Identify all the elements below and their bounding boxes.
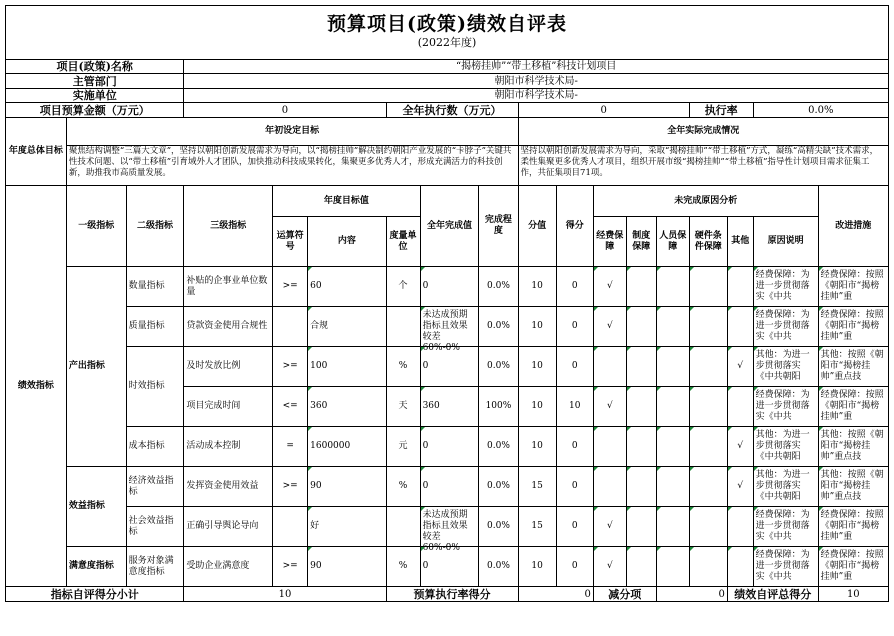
row-check-staff [656, 387, 689, 427]
overall-target-label: 年度总体目标 [6, 118, 67, 186]
row-unit [386, 307, 420, 347]
row-reason: 经费保障：为进一步贯彻落实《中共 [755, 510, 810, 542]
table-row [6, 347, 889, 387]
row-check-staff [656, 427, 689, 467]
row-level2: 数量指标 [126, 267, 184, 307]
row-check-other [727, 307, 753, 347]
row-degree: 0.0% [479, 267, 518, 307]
plan-text-cell [66, 146, 518, 186]
row-got: 0 [556, 467, 593, 507]
header-score: 分值 [518, 186, 556, 267]
row-check-staff [656, 507, 689, 547]
row-reason: 经费保障：为进一步贯彻落实《中共 [755, 550, 810, 582]
dept-value: 朝阳市科学技术局- [184, 74, 889, 89]
row-unit: 个 [386, 267, 420, 307]
row-improve: 经费保障：按照《朝阳市“揭榜挂帅”重 [820, 390, 884, 422]
group-output: 产出指标 [66, 267, 126, 467]
row-op: >= [273, 547, 308, 587]
perf-indicators-label: 绩效指标 [6, 186, 67, 587]
row-op: <= [273, 387, 308, 427]
row-content: 90 [308, 467, 386, 507]
row-actual: 未达成预期指标且效果较差60%-0% [422, 510, 468, 553]
row-level2: 时效指标 [126, 347, 184, 427]
row-check-funding: √ [593, 547, 626, 587]
row-check-other: √ [727, 347, 753, 387]
row-actual: 0 [420, 547, 479, 587]
actual-text: 坚持以朝阳创新发展需求为导向，采取“揭榜挂帅”“带土移植”方式，凝练“高精尖缺”技术需求，柔性集聚更多优秀人才项目，组织开展市级“揭榜挂帅”“带土移植”指导性计划项目需求征集工作，共征集项目71项。 [520, 146, 879, 178]
header-content: 内容 [308, 217, 386, 267]
row-check-staff [656, 547, 689, 587]
year-subtitle: (2022年度) [417, 36, 477, 49]
row-level2: 社会效益指标 [126, 507, 184, 547]
row-score: 10 [518, 427, 556, 467]
row-check-hardware [689, 307, 727, 347]
row-content: 60 [308, 267, 386, 307]
row-check-system [626, 387, 656, 427]
row-level3: 补贴的企事业单位数量 [184, 267, 273, 307]
subtotal-value: 10 [184, 587, 386, 602]
header-r6: 原因说明 [753, 217, 818, 267]
header-got: 得分 [556, 186, 593, 267]
row-check-other: √ [727, 467, 753, 507]
row-check-hardware [689, 427, 727, 467]
header-level1: 一级指标 [66, 186, 126, 267]
impl-label: 实施单位 [6, 89, 184, 103]
row-actual: 0 [420, 347, 479, 387]
header-reason-analysis: 未完成原因分析 [593, 186, 818, 217]
row-level3: 受助企业满意度 [184, 547, 273, 587]
row-check-hardware [689, 387, 727, 427]
row-check-system [626, 347, 656, 387]
header-level2: 二级指标 [126, 186, 184, 267]
total-label: 绩效自评总得分 [727, 587, 818, 602]
row-got: 0 [556, 267, 593, 307]
row-degree: 0.0% [479, 467, 518, 507]
row-check-system [626, 427, 656, 467]
row-actual: 0 [420, 267, 479, 307]
row-content: 1600000 [308, 427, 386, 467]
row-score: 15 [518, 507, 556, 547]
row-unit: 元 [386, 427, 420, 467]
row-unit: % [386, 547, 420, 587]
row-actual: 0 [420, 427, 479, 467]
row-got: 10 [556, 387, 593, 427]
row-level3: 发挥资金使用效益 [184, 467, 273, 507]
rate-label: 执行率 [689, 103, 753, 118]
row-check-staff [656, 347, 689, 387]
row-content: 90 [308, 547, 386, 587]
evaluation-form [5, 5, 889, 631]
table-row [6, 307, 889, 347]
row-check-funding: √ [593, 507, 626, 547]
row-level2: 质量指标 [126, 307, 184, 347]
row-op [273, 507, 308, 547]
row-improve: 其他：按照《朝阳市“揭榜挂帅”重点技 [820, 430, 884, 462]
row-check-other: √ [727, 427, 753, 467]
header-actual: 全年完成值 [420, 186, 479, 267]
row-reason: 其他：为进一步贯彻落实《中共朝阳 [755, 470, 810, 502]
deduct-label: 减分项 [593, 587, 656, 602]
row-reason: 经费保障：为进一步贯彻落实《中共 [755, 310, 810, 342]
table-row [6, 507, 889, 547]
rate-value: 0.0% [753, 103, 888, 118]
page-title: 预算项目(政策)绩效自评表 [327, 13, 567, 35]
header-r1: 经费保障 [593, 217, 626, 267]
row-score: 10 [518, 307, 556, 347]
header-degree: 完成程度 [479, 186, 518, 267]
table-row [6, 467, 889, 507]
plan-text: 聚焦结构调整“三篇大文章”，坚持以朝阳创新发展需求为导向，以“揭榜挂帅”解决制约朝阳产业发展的“卡脖子”关键共性技术问题、以“带土移植”引育域外人才团队，加快推动科技成果转化，集聚更多优秀人才，形成充满活力的科技创新，助推我市高质量发展。 [68, 146, 512, 178]
actual-header: 全年实际完成情况 [518, 118, 888, 146]
header-level3: 三级指标 [184, 186, 273, 267]
row-actual: 0 [420, 467, 479, 507]
row-reason: 其他：为进一步贯彻落实《中共朝阳 [755, 430, 810, 462]
row-check-system [626, 467, 656, 507]
row-unit: % [386, 347, 420, 387]
header-unit: 度量单位 [386, 217, 420, 267]
row-reason: 其他：为进一步贯彻落实《中共朝阳 [755, 350, 810, 382]
total-value: 10 [818, 587, 888, 602]
row-degree: 100% [479, 387, 518, 427]
row-content: 好 [308, 507, 386, 547]
title-block [6, 6, 889, 60]
row-check-hardware [689, 507, 727, 547]
row-op: >= [273, 467, 308, 507]
exec-value: 0 [518, 103, 689, 118]
group-satisfaction: 满意度指标 [66, 547, 126, 587]
row-check-system [626, 507, 656, 547]
row-op [273, 307, 308, 347]
row-unit: % [386, 467, 420, 507]
row-degree: 0.0% [479, 547, 518, 587]
row-check-hardware [689, 547, 727, 587]
row-check-funding: √ [593, 307, 626, 347]
budget-label: 项目预算金额（万元） [6, 103, 184, 118]
row-level3: 贷款资金使用合规性 [184, 307, 273, 347]
row-reason: 经费保障：为进一步贯彻落实《中共 [755, 270, 810, 302]
row-got: 0 [556, 507, 593, 547]
row-level3: 及时发放比例 [184, 347, 273, 387]
row-check-other [727, 547, 753, 587]
row-content: 合规 [308, 307, 386, 347]
evaluation-table [5, 5, 889, 602]
budget-score-value: 0 [518, 587, 593, 602]
row-check-staff [656, 467, 689, 507]
exec-label: 全年执行数（万元） [386, 103, 518, 118]
budget-value: 0 [184, 103, 386, 118]
row-level2: 服务对象满意度指标 [126, 547, 184, 587]
header-r3: 人员保障 [656, 217, 689, 267]
row-improve: 其他：按照《朝阳市“揭榜挂帅”重点技 [820, 350, 884, 382]
table-row [6, 267, 889, 307]
header-r5: 其他 [727, 217, 753, 267]
row-check-funding [593, 467, 626, 507]
row-level3: 活动成本控制 [184, 427, 273, 467]
row-score: 15 [518, 467, 556, 507]
row-degree: 0.0% [479, 307, 518, 347]
group-benefit: 效益指标 [66, 467, 126, 547]
row-improve: 经费保障：按照《朝阳市“揭榜挂帅”重 [820, 310, 884, 342]
impl-value: 朝阳市科学技术局- [184, 89, 889, 103]
row-check-other [727, 387, 753, 427]
row-score: 10 [518, 347, 556, 387]
row-actual: 360 [420, 387, 479, 427]
row-check-hardware [689, 467, 727, 507]
row-actual: 未达成预期指标且效果较差60%-0% [422, 310, 468, 353]
project-name-label: 项目(政策)名称 [6, 60, 184, 74]
row-improve: 经费保障：按照《朝阳市“揭榜挂帅”重 [820, 550, 884, 582]
header-r4: 硬件条件保障 [689, 217, 727, 267]
row-improve: 经费保障：按照《朝阳市“揭榜挂帅”重 [820, 510, 884, 542]
row-check-system [626, 547, 656, 587]
row-score: 10 [518, 267, 556, 307]
project-name-value: “揭榜挂帅”“带土移植”科技计划项目 [184, 60, 889, 74]
row-level2: 成本指标 [126, 427, 184, 467]
header-op: 运算符号 [273, 217, 308, 267]
row-unit: 天 [386, 387, 420, 427]
row-got: 0 [556, 547, 593, 587]
row-check-funding [593, 347, 626, 387]
header-improve: 改进措施 [818, 186, 888, 267]
row-check-system [626, 267, 656, 307]
row-improve: 经费保障：按照《朝阳市“揭榜挂帅”重 [820, 270, 884, 302]
subtotal-label: 指标自评得分小计 [6, 587, 184, 602]
row-level2: 经济效益指标 [126, 467, 184, 507]
row-check-staff [656, 267, 689, 307]
row-reason: 经费保障：为进一步贯彻落实《中共 [755, 390, 810, 422]
row-check-funding: √ [593, 387, 626, 427]
row-check-staff [656, 307, 689, 347]
dept-label: 主管部门 [6, 74, 184, 89]
row-op: >= [273, 347, 308, 387]
row-score: 10 [518, 547, 556, 587]
header-r2: 制度保障 [626, 217, 656, 267]
table-row [6, 547, 889, 587]
row-level3: 项目完成时间 [184, 387, 273, 427]
plan-header: 年初设定目标 [66, 118, 518, 146]
header-annual-target: 年度目标值 [273, 186, 420, 217]
row-degree: 0.0% [479, 427, 518, 467]
row-check-other [727, 267, 753, 307]
row-check-hardware [689, 267, 727, 307]
row-content: 100 [308, 347, 386, 387]
row-improve: 其他：按照《朝阳市“揭榜挂帅”重点技 [820, 470, 884, 502]
row-op: >= [273, 267, 308, 307]
row-degree: 0.0% [479, 347, 518, 387]
row-op: = [273, 427, 308, 467]
row-check-funding [593, 427, 626, 467]
row-level3: 正确引导舆论导向 [184, 507, 273, 547]
table-row [6, 427, 889, 467]
row-check-funding: √ [593, 267, 626, 307]
actual-text-cell [518, 146, 888, 186]
deduct-value: 0 [656, 587, 727, 602]
row-unit [386, 507, 420, 547]
row-got: 0 [556, 307, 593, 347]
row-check-other [727, 507, 753, 547]
row-got: 0 [556, 347, 593, 387]
row-got: 0 [556, 427, 593, 467]
row-content: 360 [308, 387, 386, 427]
row-score: 10 [518, 387, 556, 427]
budget-score-label: 预算执行率得分 [386, 587, 518, 602]
row-check-hardware [689, 347, 727, 387]
row-degree: 0.0% [479, 507, 518, 547]
row-check-system [626, 307, 656, 347]
